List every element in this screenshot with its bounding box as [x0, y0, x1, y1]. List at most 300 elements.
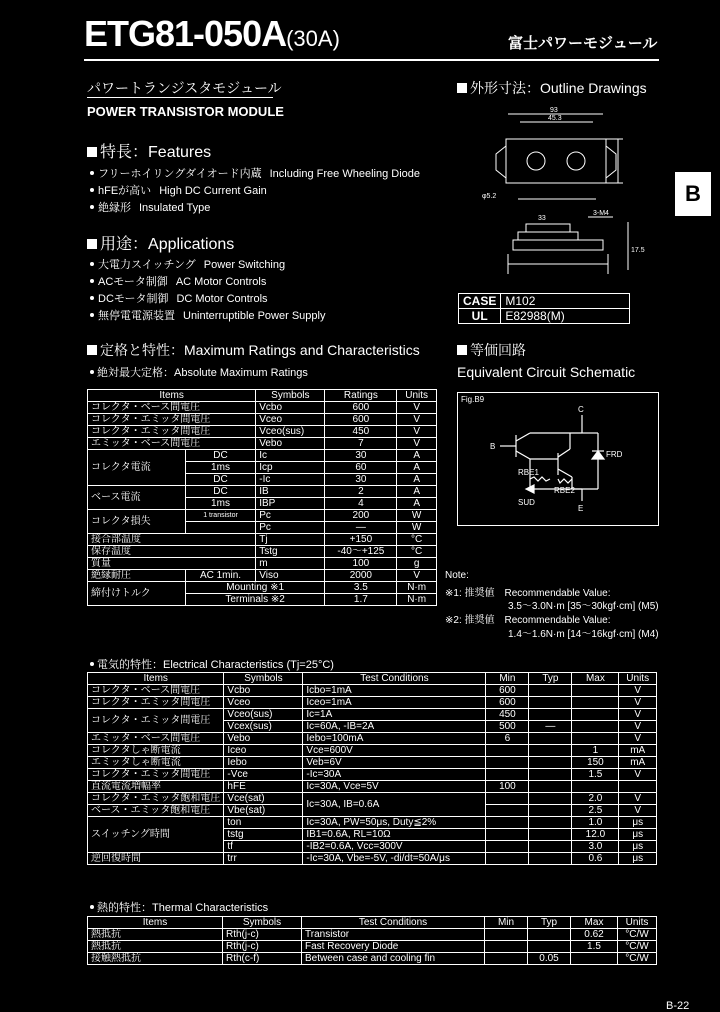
- table-cell: -IB2=0.6A, Vcc=300V: [303, 841, 486, 853]
- table-row: [88, 558, 437, 570]
- table-cell: —: [325, 522, 397, 534]
- table-cell: [529, 817, 572, 829]
- table-cell: [528, 941, 571, 953]
- table-cell: A: [397, 450, 437, 462]
- table-cell: Vcbo: [256, 402, 325, 414]
- table-cell: エミッタしゃ断電流: [88, 757, 224, 769]
- table-header-cell: Typ: [528, 917, 571, 929]
- table-cell: [529, 841, 572, 853]
- table-cell: [486, 805, 529, 817]
- table-cell: Rth(j-c): [223, 929, 302, 941]
- table-header-cell: Symbols: [224, 673, 303, 685]
- table-cell: A: [397, 462, 437, 474]
- square-bullet-icon: [457, 345, 467, 355]
- table-cell: 450: [325, 426, 397, 438]
- table-cell: A: [397, 474, 437, 486]
- table-cell: [529, 745, 572, 757]
- table-cell: 600: [486, 697, 529, 709]
- table-cell: Viso: [256, 570, 325, 582]
- table-cell: 2: [325, 486, 397, 498]
- table-cell: Rth(j-c): [223, 941, 302, 953]
- table-cell: 4: [325, 498, 397, 510]
- ratings-heading: 定格と特性：Maximum Ratings and Characteristics: [87, 340, 420, 360]
- table-cell: Tstg: [256, 546, 325, 558]
- table-cell: °C: [397, 546, 437, 558]
- feature-item: フリーホイリングダイオード内蔵 Including Free Wheeling Diode: [90, 165, 420, 181]
- table-cell: [529, 853, 572, 865]
- table-cell: [619, 781, 657, 793]
- table-cell: 100: [325, 558, 397, 570]
- abs-max-subheading: 絶対最大定格：Absolute Maximum Ratings: [90, 364, 308, 380]
- table-cell: [528, 929, 571, 941]
- table-cell: Icbo=1mA: [303, 685, 486, 697]
- dim-hole: φ5.2: [482, 193, 497, 200]
- table-cell: コレクタ・エミッタ間電圧: [88, 426, 256, 438]
- product-title-en: POWER TRANSISTOR MODULE: [87, 104, 284, 119]
- table-cell: 7: [325, 438, 397, 450]
- table-header-cell: Test Conditions: [302, 917, 485, 929]
- application-item: 無停電電源装置 Uninterruptible Power Supply: [90, 307, 325, 323]
- table-header-cell: Units: [619, 673, 657, 685]
- part-number: ETG81-050A: [84, 13, 287, 54]
- table-cell: -Ic: [256, 474, 325, 486]
- table-cell: Iceo=1mA: [303, 697, 486, 709]
- table-cell: IB1=0.6A, RL=10Ω: [303, 829, 486, 841]
- table-cell: [529, 697, 572, 709]
- note-line: ※1: 推奨値 Recommendable Value:: [445, 588, 611, 599]
- table-cell: Vcbo: [224, 685, 303, 697]
- bullet-icon: [90, 279, 94, 283]
- table-row: [88, 745, 657, 757]
- table-row: [88, 917, 657, 929]
- title-underline: [87, 97, 273, 98]
- electrical-subheading: 電気的特性：Electrical Characteristics (Tj=25°C): [90, 656, 334, 672]
- table-header-cell: Units: [397, 390, 437, 402]
- case-ul-table: [458, 293, 630, 324]
- table-cell: Vcex(sus): [224, 721, 303, 733]
- table-cell: μs: [619, 817, 657, 829]
- table-cell: UL: [459, 309, 501, 324]
- table-cell: μs: [619, 841, 657, 853]
- table-cell: [572, 733, 619, 745]
- table-cell: g: [397, 558, 437, 570]
- table-cell: コレクタ・エミッタ間電圧: [88, 697, 224, 709]
- note-line: 3.5～3.0N·m [35～30kgf·cm] (M5): [508, 601, 659, 612]
- application-item: 大電力スイッチング Power Switching: [90, 256, 285, 272]
- electrical-characteristics-table: [87, 672, 657, 865]
- table-cell: コレクタ電流: [88, 450, 186, 486]
- table-row: [88, 390, 437, 402]
- bullet-icon: [90, 662, 94, 666]
- table-cell: Ic=30A, PW=50μs, Duty≦2%: [303, 817, 486, 829]
- absolute-max-ratings-table: [87, 389, 437, 606]
- table-cell: 3.5: [325, 582, 397, 594]
- table-cell: Pc: [256, 510, 325, 522]
- bullet-icon: [90, 188, 94, 192]
- table-cell: V: [397, 402, 437, 414]
- product-title-jp: パワートランジスタモジュール: [87, 80, 282, 96]
- bullet-icon: [90, 313, 94, 317]
- table-row: [88, 685, 657, 697]
- table-cell: ベース・エミッタ飽和電圧: [88, 805, 224, 817]
- current-rating: (30A): [286, 26, 340, 51]
- features-heading: 特長：Features: [87, 139, 211, 162]
- table-cell: [529, 793, 572, 805]
- table-cell: ton: [224, 817, 303, 829]
- table-cell: °C: [397, 534, 437, 546]
- table-cell: 接合部温度: [88, 534, 256, 546]
- table-cell: Iebo: [224, 757, 303, 769]
- table-cell: 500: [486, 721, 529, 733]
- table-cell: E82988(M): [501, 309, 630, 324]
- table-cell: mA: [619, 745, 657, 757]
- table-cell: 60: [325, 462, 397, 474]
- table-header-cell: Max: [571, 917, 618, 929]
- table-cell: [572, 721, 619, 733]
- equiv-heading-en: Equivalent Circuit Schematic: [457, 364, 636, 380]
- applications-heading: 用途：Applications: [87, 231, 234, 254]
- table-cell: [485, 953, 528, 965]
- table-cell: A: [397, 486, 437, 498]
- table-cell: 絶縁耐圧: [88, 570, 186, 582]
- table-cell: [529, 781, 572, 793]
- table-cell: -40～+125: [325, 546, 397, 558]
- table-cell: [572, 781, 619, 793]
- table-cell: 2.0: [572, 793, 619, 805]
- table-cell: V: [397, 438, 437, 450]
- table-cell: °C/W: [618, 941, 657, 953]
- rbe1-label: RBE1: [518, 468, 539, 477]
- table-cell: [529, 805, 572, 817]
- table-cell: N·m: [397, 582, 437, 594]
- table-cell: コレクタ・ベース間電圧: [88, 402, 256, 414]
- table-cell: 600: [325, 402, 397, 414]
- table-cell: +150: [325, 534, 397, 546]
- table-cell: 2.5: [572, 805, 619, 817]
- table-header-cell: Ratings: [325, 390, 397, 402]
- page-number: B-22: [666, 1000, 690, 1012]
- table-cell: 0.62: [571, 929, 618, 941]
- bullet-icon: [90, 262, 94, 266]
- table-cell: Fast Recovery Diode: [302, 941, 485, 953]
- application-item: ACモータ制御 AC Motor Controls: [90, 273, 266, 289]
- table-header-cell: Items: [88, 390, 256, 402]
- table-cell: 1: [572, 745, 619, 757]
- table-row: [88, 570, 437, 582]
- table-row: [88, 438, 437, 450]
- table-cell: V: [619, 793, 657, 805]
- table-cell: スイッチング時間: [88, 817, 224, 853]
- table-cell: V: [619, 697, 657, 709]
- table-cell: Iebo=100mA: [303, 733, 486, 745]
- table-cell: 600: [486, 685, 529, 697]
- bullet-icon: [90, 370, 94, 374]
- table-cell: -Ic=30A, Vbe=-5V, -di/dt=50A/μs: [303, 853, 486, 865]
- table-row: [88, 414, 437, 426]
- table-cell: mA: [619, 757, 657, 769]
- table-cell: IBP: [256, 498, 325, 510]
- table-cell: 接触熱抵抗: [88, 953, 223, 965]
- fig-label: Fig.B9: [461, 395, 485, 404]
- table-cell: m: [256, 558, 325, 570]
- table-cell: エミッタ・ベース間電圧: [88, 438, 256, 450]
- table-cell: 1.5: [571, 941, 618, 953]
- table-cell: hFE: [224, 781, 303, 793]
- table-row: [88, 546, 437, 558]
- table-cell: DC: [185, 450, 255, 462]
- table-header-cell: Units: [618, 917, 657, 929]
- table-header-cell: Symbols: [256, 390, 325, 402]
- table-row: [459, 309, 630, 324]
- table-cell: 0.05: [528, 953, 571, 965]
- table-cell: Vebo: [256, 438, 325, 450]
- table-header-cell: Typ: [529, 673, 572, 685]
- table-cell: 保存温度: [88, 546, 256, 558]
- table-cell: IB: [256, 486, 325, 498]
- bullet-icon: [90, 296, 94, 300]
- table-row: [88, 941, 657, 953]
- table-cell: W: [397, 510, 437, 522]
- table-cell: tstg: [224, 829, 303, 841]
- table-row: [88, 450, 437, 462]
- table-cell: 1.0: [572, 817, 619, 829]
- table-row: [88, 781, 657, 793]
- table-cell: [572, 685, 619, 697]
- part-number-title: [84, 14, 340, 59]
- dim-93: 93: [550, 107, 558, 114]
- table-cell: °C/W: [618, 953, 657, 965]
- terminal-e: E: [578, 504, 584, 513]
- circuit-schematic: [458, 393, 658, 525]
- table-row: [88, 953, 657, 965]
- table-cell: 熱抵抗: [88, 941, 223, 953]
- table-cell: 1 transistor: [185, 510, 255, 522]
- note-line: ※2: 推奨値 Recommendable Value:: [445, 615, 611, 626]
- bullet-icon: [90, 205, 94, 209]
- table-row: [88, 402, 437, 414]
- thermal-characteristics-table: [87, 916, 657, 965]
- table-cell: [485, 929, 528, 941]
- outline-drawing: [478, 104, 648, 290]
- table-cell: [486, 817, 529, 829]
- table-cell: 6: [486, 733, 529, 745]
- table-cell: [529, 829, 572, 841]
- table-row: [88, 817, 657, 829]
- table-cell: 30: [325, 450, 397, 462]
- table-cell: V: [619, 721, 657, 733]
- table-cell: Pc: [256, 522, 325, 534]
- square-bullet-icon: [457, 83, 467, 93]
- table-cell: Vceo(sus): [224, 709, 303, 721]
- table-row: [88, 929, 657, 941]
- table-cell: [529, 709, 572, 721]
- table-cell: [529, 733, 572, 745]
- table-cell: 200: [325, 510, 397, 522]
- table-cell: μs: [619, 829, 657, 841]
- table-cell: V: [397, 426, 437, 438]
- table-cell: エミッタ・ベース間電圧: [88, 733, 224, 745]
- table-cell: [529, 685, 572, 697]
- table-cell: N·m: [397, 594, 437, 606]
- table-row: [88, 793, 657, 805]
- table-cell: 3.0: [572, 841, 619, 853]
- table-cell: —: [529, 721, 572, 733]
- table-cell: Vce(sat): [224, 793, 303, 805]
- table-cell: Tj: [256, 534, 325, 546]
- table-cell: [486, 793, 529, 805]
- table-cell: 100: [486, 781, 529, 793]
- table-cell: [486, 769, 529, 781]
- table-row: [88, 673, 657, 685]
- table-cell: コレクタ・エミッタ間電圧: [88, 414, 256, 426]
- table-cell: コレクタしゃ断電流: [88, 745, 224, 757]
- table-cell: Ic: [256, 450, 325, 462]
- dim-m4: 3-M4: [593, 210, 609, 217]
- table-cell: [485, 941, 528, 953]
- feature-item: hFEが高い High DC Current Gain: [90, 182, 267, 198]
- square-bullet-icon: [87, 239, 97, 249]
- table-header-cell: Min: [486, 673, 529, 685]
- square-bullet-icon: [87, 147, 97, 157]
- table-header-cell: Items: [88, 917, 223, 929]
- table-row: [88, 582, 437, 594]
- table-cell: コレクタ・エミッタ間電圧: [88, 769, 224, 781]
- table-cell: Vce=600V: [303, 745, 486, 757]
- table-cell: 1ms: [185, 498, 255, 510]
- equiv-heading: 等価回路: [457, 340, 526, 360]
- thermal-subheading: 熱的特性：Thermal Characteristics: [90, 899, 268, 915]
- header-rule: [84, 59, 659, 61]
- table-cell: V: [397, 414, 437, 426]
- note-title: Note:: [445, 570, 469, 581]
- table-cell: DC: [185, 474, 255, 486]
- table-cell: 締付けトルク: [88, 582, 186, 606]
- table-cell: W: [397, 522, 437, 534]
- table-cell: Terminals ※2: [185, 594, 325, 606]
- table-cell: 150: [572, 757, 619, 769]
- table-cell: Vceo(sus): [256, 426, 325, 438]
- table-cell: Vbe(sat): [224, 805, 303, 817]
- table-cell: tf: [224, 841, 303, 853]
- equivalent-circuit-box: [457, 392, 659, 526]
- table-cell: Transistor: [302, 929, 485, 941]
- table-cell: [486, 757, 529, 769]
- table-cell: V: [619, 805, 657, 817]
- dim-33: 33: [538, 215, 546, 222]
- table-cell: V: [619, 709, 657, 721]
- table-row: [88, 733, 657, 745]
- table-cell: 逆回復時間: [88, 853, 224, 865]
- note-line: 1.4～1.6N·m [14～16kgf·cm] (M4): [508, 629, 659, 640]
- table-cell: Iceo: [224, 745, 303, 757]
- table-row: [88, 697, 657, 709]
- frd-label: FRD: [606, 450, 623, 459]
- table-row: [88, 510, 437, 522]
- table-row: [88, 426, 437, 438]
- table-cell: V: [619, 733, 657, 745]
- outline-heading: 外形寸法：Outline Drawings: [457, 78, 647, 98]
- table-cell: trr: [224, 853, 303, 865]
- table-cell: V: [619, 685, 657, 697]
- table-cell: 0.6: [572, 853, 619, 865]
- table-cell: V: [397, 570, 437, 582]
- table-cell: [572, 697, 619, 709]
- table-cell: M102: [501, 294, 630, 309]
- terminal-c: C: [578, 405, 584, 414]
- table-row: [88, 534, 437, 546]
- table-row: [459, 294, 630, 309]
- table-cell: 2000: [325, 570, 397, 582]
- table-row: [88, 486, 437, 498]
- table-header-cell: Test Conditions: [303, 673, 486, 685]
- rbe2-label: RBE2: [554, 486, 575, 495]
- sud-label: SUD: [518, 498, 535, 507]
- table-cell: Vceo: [256, 414, 325, 426]
- table-cell: Ic=60A, -IB=2A: [303, 721, 486, 733]
- table-row: [88, 757, 657, 769]
- table-cell: Rth(c-f): [223, 953, 302, 965]
- table-cell: 1.7: [325, 594, 397, 606]
- table-cell: V: [619, 769, 657, 781]
- table-header-cell: Symbols: [223, 917, 302, 929]
- dim-45: 45.3: [548, 115, 562, 122]
- section-tab: B: [675, 172, 711, 216]
- table-cell: コレクタ・エミッタ飽和電圧: [88, 793, 224, 805]
- table-row: [88, 709, 657, 721]
- table-cell: [529, 757, 572, 769]
- table-cell: 1ms: [185, 462, 255, 474]
- feature-item: 絶縁形 Insulated Type: [90, 199, 210, 215]
- application-item: DCモータ制御 DC Motor Controls: [90, 290, 268, 306]
- table-cell: CASE: [459, 294, 501, 309]
- table-row: [88, 853, 657, 865]
- table-cell: Vceo: [224, 697, 303, 709]
- square-bullet-icon: [87, 345, 97, 355]
- table-cell: コレクタ・ベース間電圧: [88, 685, 224, 697]
- table-cell: [486, 745, 529, 757]
- terminal-b: B: [490, 442, 496, 451]
- table-row: [88, 769, 657, 781]
- table-cell: 質量: [88, 558, 256, 570]
- bullet-icon: [90, 171, 94, 175]
- table-cell: Ic=30A, IB=0.6A: [303, 793, 486, 817]
- table-cell: 30: [325, 474, 397, 486]
- table-cell: Ic=1A: [303, 709, 486, 721]
- table-cell: °C/W: [618, 929, 657, 941]
- table-cell: 600: [325, 414, 397, 426]
- table-cell: 1.5: [572, 769, 619, 781]
- table-cell: 450: [486, 709, 529, 721]
- table-cell: [486, 829, 529, 841]
- table-cell: [486, 853, 529, 865]
- table-cell: ベース電流: [88, 486, 186, 510]
- dim-height: 17.5: [631, 247, 645, 254]
- table-cell: コレクタ損失: [88, 510, 186, 534]
- table-cell: [572, 709, 619, 721]
- table-header-cell: Max: [572, 673, 619, 685]
- bullet-icon: [90, 905, 94, 909]
- table-cell: Between case and cooling fin: [302, 953, 485, 965]
- table-header-cell: Items: [88, 673, 224, 685]
- table-cell: Veb=6V: [303, 757, 486, 769]
- brand-label: 富士パワーモジュール: [508, 35, 658, 52]
- table-cell: 熱抵抗: [88, 929, 223, 941]
- table-cell: -Ic=30A: [303, 769, 486, 781]
- table-cell: Icp: [256, 462, 325, 474]
- table-cell: 直流電流増幅率: [88, 781, 224, 793]
- table-header-cell: Min: [485, 917, 528, 929]
- table-cell: 12.0: [572, 829, 619, 841]
